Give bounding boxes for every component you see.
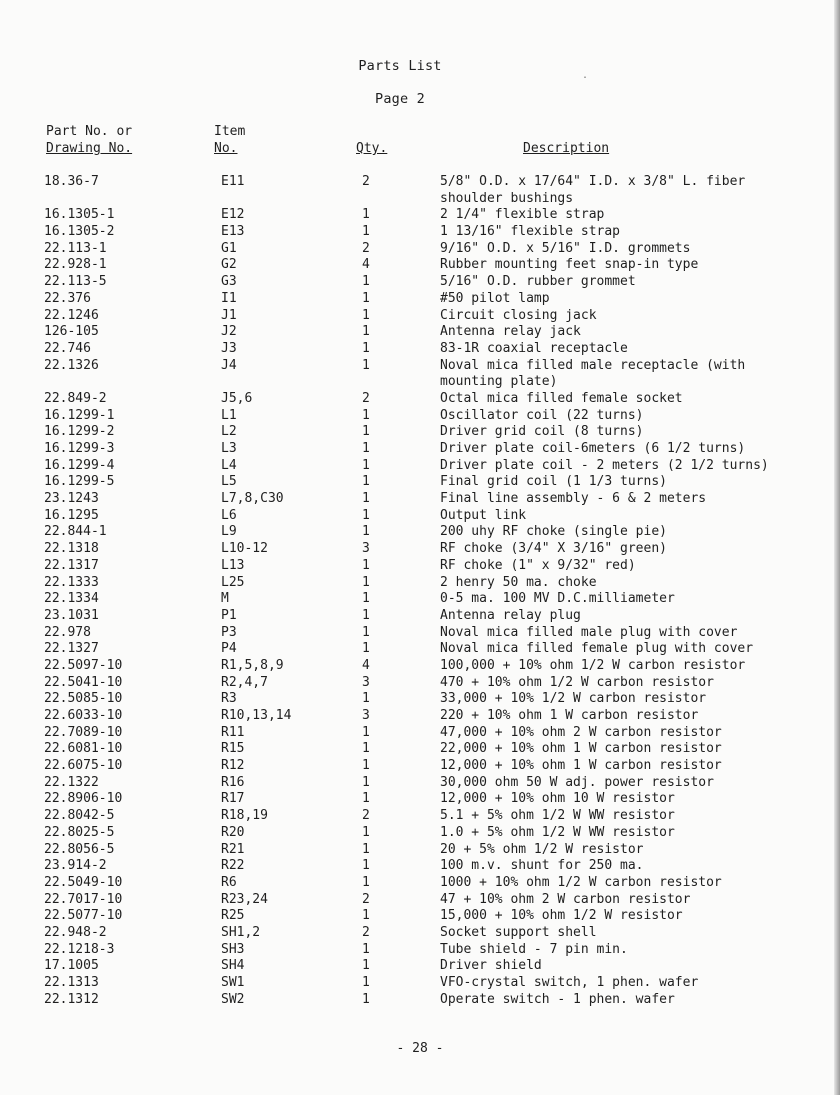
item-number-cell: J4 bbox=[221, 357, 237, 373]
table-row bbox=[0, 575, 840, 592]
table-row bbox=[0, 708, 840, 725]
item-number-cell: P1 bbox=[221, 607, 237, 623]
description-cell: Circuit closing jack bbox=[440, 307, 597, 323]
parts-table bbox=[0, 174, 840, 1008]
item-number-cell: SH1,2 bbox=[221, 924, 261, 940]
quantity-cell: 1 bbox=[362, 224, 370, 240]
part-number-cell: 22.1313 bbox=[44, 975, 99, 991]
item-number-cell: R15 bbox=[221, 741, 245, 757]
item-number-cell: L25 bbox=[221, 574, 245, 590]
description-cell: 5/8" O.D. x 17/64" I.D. x 3/8" L. fiber shoulder bushings bbox=[440, 174, 746, 206]
part-number-cell: 22.746 bbox=[44, 340, 91, 356]
quantity-cell: 2 bbox=[362, 891, 370, 907]
part-number-cell: 16.1299-2 bbox=[44, 424, 115, 440]
description-cell: 12,000 + 10% ohm 1 W carbon resistor bbox=[440, 758, 722, 774]
document-title: Parts List bbox=[358, 58, 442, 74]
part-number-cell: 22.5049-10 bbox=[44, 874, 123, 890]
quantity-cell: 1 bbox=[362, 724, 370, 740]
part-number-cell: 16.1295 bbox=[44, 507, 99, 523]
table-row bbox=[0, 942, 840, 959]
quantity-cell: 1 bbox=[362, 290, 370, 306]
item-number-cell: L4 bbox=[221, 457, 237, 473]
part-number-cell: 22.1218-3 bbox=[44, 941, 115, 957]
header-item-line1: Item bbox=[214, 124, 246, 139]
part-number-cell: 22.948-2 bbox=[44, 924, 107, 940]
part-number-cell: 126-105 bbox=[44, 324, 99, 340]
description-cell: 20 + 5% ohm 1/2 W resistor bbox=[440, 841, 644, 857]
item-number-cell: R23,24 bbox=[221, 891, 268, 907]
description-cell: Antenna relay jack bbox=[440, 324, 581, 340]
table-row bbox=[0, 358, 840, 391]
table-row bbox=[0, 257, 840, 274]
header-qty-label: Qty. bbox=[356, 141, 388, 156]
description-cell: 22,000 + 10% ohm 1 W carbon resistor bbox=[440, 741, 722, 757]
item-number-cell: L6 bbox=[221, 507, 237, 523]
part-number-cell: 22.1318 bbox=[44, 541, 99, 557]
item-number-cell: R12 bbox=[221, 758, 245, 774]
table-row bbox=[0, 625, 840, 642]
part-number-cell: 22.6081-10 bbox=[44, 741, 123, 757]
header-qty bbox=[356, 140, 387, 157]
item-number-cell: SW2 bbox=[221, 991, 245, 1007]
quantity-cell: 1 bbox=[362, 591, 370, 607]
quantity-cell: 1 bbox=[362, 774, 370, 790]
description-cell: Socket support shell bbox=[440, 924, 597, 940]
table-row bbox=[0, 207, 840, 224]
description-cell: 15,000 + 10% ohm 1/2 W resistor bbox=[440, 908, 683, 924]
part-number-cell: 22.1312 bbox=[44, 991, 99, 1007]
description-cell: Noval mica filled male receptacle (with mounting plate) bbox=[440, 357, 746, 390]
table-row bbox=[0, 992, 840, 1009]
table-row bbox=[0, 958, 840, 975]
quantity-cell: 1 bbox=[362, 457, 370, 473]
table-row bbox=[0, 291, 840, 308]
table-row bbox=[0, 892, 840, 909]
description-cell: Output link bbox=[440, 507, 527, 523]
table-row bbox=[0, 341, 840, 358]
part-number-cell: 16.1305-2 bbox=[44, 224, 115, 240]
quantity-cell: 1 bbox=[362, 474, 370, 490]
item-number-cell: R20 bbox=[221, 824, 245, 840]
table-row bbox=[0, 458, 840, 475]
quantity-cell: 1 bbox=[362, 858, 370, 874]
table-row bbox=[0, 725, 840, 742]
item-number-cell: R25 bbox=[221, 908, 245, 924]
description-cell: 30,000 ohm 50 W adj. power resistor bbox=[440, 774, 714, 790]
quantity-cell: 1 bbox=[362, 641, 370, 657]
table-row bbox=[0, 758, 840, 775]
item-number-cell: M bbox=[221, 591, 229, 607]
part-number-cell: 22.849-2 bbox=[44, 390, 107, 406]
quantity-cell: 2 bbox=[362, 924, 370, 940]
part-number-cell: 22.7089-10 bbox=[44, 724, 123, 740]
description-cell: Noval mica filled female plug with cover bbox=[440, 641, 754, 657]
item-number-cell: R6 bbox=[221, 874, 237, 890]
stray-mark: . bbox=[582, 70, 589, 81]
item-number-cell: R17 bbox=[221, 791, 245, 807]
item-number-cell: L5 bbox=[221, 474, 237, 490]
quantity-cell: 3 bbox=[362, 708, 370, 724]
quantity-cell: 1 bbox=[362, 574, 370, 590]
quantity-cell: 1 bbox=[362, 524, 370, 540]
item-number-cell: R3 bbox=[221, 691, 237, 707]
item-number-cell: L1 bbox=[221, 407, 237, 423]
part-number-cell: 22.1327 bbox=[44, 641, 99, 657]
scan-edge bbox=[834, 0, 840, 1095]
part-number-cell: 22.8025-5 bbox=[44, 824, 115, 840]
quantity-cell: 3 bbox=[362, 674, 370, 690]
quantity-cell: 4 bbox=[362, 257, 370, 273]
table-row bbox=[0, 508, 840, 525]
quantity-cell: 3 bbox=[362, 541, 370, 557]
description-cell: Final grid coil (1 1/3 turns) bbox=[440, 474, 667, 490]
item-number-cell: L2 bbox=[221, 424, 237, 440]
quantity-cell: 1 bbox=[362, 424, 370, 440]
part-number-cell: 22.8906-10 bbox=[44, 791, 123, 807]
description-cell: 470 + 10% ohm 1/2 W carbon resistor bbox=[440, 674, 714, 690]
part-number-cell: 16.1299-5 bbox=[44, 474, 115, 490]
quantity-cell: 1 bbox=[362, 407, 370, 423]
part-number-cell: 18.36-7 bbox=[44, 174, 99, 189]
part-number-cell: 23.914-2 bbox=[44, 858, 107, 874]
item-number-cell: R11 bbox=[221, 724, 245, 740]
description-cell: Driver grid coil (8 turns) bbox=[440, 424, 644, 440]
description-cell: 9/16" O.D. x 5/16" I.D. grommets bbox=[440, 240, 691, 256]
quantity-cell: 1 bbox=[362, 274, 370, 290]
table-row bbox=[0, 858, 840, 875]
table-row bbox=[0, 174, 840, 207]
description-cell: Rubber mounting feet snap-in type bbox=[440, 257, 699, 273]
part-number-cell: 22.1334 bbox=[44, 591, 99, 607]
part-number-cell: 22.1326 bbox=[44, 357, 99, 373]
item-number-cell: J5,6 bbox=[221, 390, 253, 406]
item-number-cell: J2 bbox=[221, 324, 237, 340]
table-row bbox=[0, 324, 840, 341]
quantity-cell: 1 bbox=[362, 340, 370, 356]
description-cell: 2 henry 50 ma. choke bbox=[440, 574, 597, 590]
item-number-cell: G1 bbox=[221, 240, 237, 256]
item-number-cell: L10-12 bbox=[221, 541, 268, 557]
item-number-cell: I1 bbox=[221, 290, 237, 306]
quantity-cell: 1 bbox=[362, 557, 370, 573]
part-number-cell: 22.1333 bbox=[44, 574, 99, 590]
quantity-cell: 4 bbox=[362, 657, 370, 673]
part-number-cell: 22.8042-5 bbox=[44, 808, 115, 824]
table-row bbox=[0, 491, 840, 508]
description-cell: Driver plate coil - 2 meters (2 1/2 turns) bbox=[440, 457, 769, 473]
table-row bbox=[0, 558, 840, 575]
quantity-cell: 2 bbox=[362, 240, 370, 256]
quantity-cell: 1 bbox=[362, 824, 370, 840]
description-cell: 47 + 10% ohm 2 W carbon resistor bbox=[440, 891, 691, 907]
description-cell: 1 13/16" flexible strap bbox=[440, 224, 621, 240]
description-cell: 83-1R coaxial receptacle bbox=[440, 340, 628, 356]
description-cell: RF choke (1" x 9/32" red) bbox=[440, 557, 636, 573]
table-row bbox=[0, 224, 840, 241]
description-cell: Operate switch - 1 phen. wafer bbox=[440, 991, 675, 1007]
quantity-cell: 1 bbox=[362, 441, 370, 457]
description-cell: Tube shield - 7 pin min. bbox=[440, 941, 628, 957]
page-label: Page 2 bbox=[375, 91, 425, 107]
item-number-cell: J1 bbox=[221, 307, 237, 323]
quantity-cell: 2 bbox=[362, 808, 370, 824]
part-number-cell: 22.5085-10 bbox=[44, 691, 123, 707]
table-row bbox=[0, 925, 840, 942]
table-row bbox=[0, 641, 840, 658]
quantity-cell: 1 bbox=[362, 507, 370, 523]
page-number: - 28 - bbox=[396, 1041, 444, 1056]
table-row bbox=[0, 791, 840, 808]
description-cell: 220 + 10% ohm 1 W carbon resistor bbox=[440, 708, 699, 724]
table-row bbox=[0, 541, 840, 558]
header-description bbox=[523, 140, 609, 157]
table-row bbox=[0, 608, 840, 625]
description-cell: 33,000 + 10% 1/2 W carbon resistor bbox=[440, 691, 707, 707]
part-number-cell: 22.844-1 bbox=[44, 524, 107, 540]
part-number-cell: 16.1305-1 bbox=[44, 207, 115, 223]
part-number-cell: 22.5077-10 bbox=[44, 908, 123, 924]
table-row bbox=[0, 591, 840, 608]
quantity-cell: 1 bbox=[362, 975, 370, 991]
table-row bbox=[0, 691, 840, 708]
quantity-cell: 1 bbox=[362, 908, 370, 924]
quantity-cell: 2 bbox=[362, 390, 370, 406]
part-number-cell: 22.6033-10 bbox=[44, 708, 123, 724]
description-cell: 1.0 + 5% ohm 1/2 W WW resistor bbox=[440, 824, 675, 840]
description-cell: 5.1 + 5% ohm 1/2 W WW resistor bbox=[440, 808, 675, 824]
part-number-cell: 23.1031 bbox=[44, 607, 99, 623]
description-cell: Driver plate coil-6meters (6 1/2 turns) bbox=[440, 441, 746, 457]
part-number-cell: 22.5097-10 bbox=[44, 657, 123, 673]
description-cell: 100 m.v. shunt for 250 ma. bbox=[440, 858, 644, 874]
part-number-cell: 16.1299-4 bbox=[44, 457, 115, 473]
description-cell: 200 uhy RF choke (single pie) bbox=[440, 524, 667, 540]
description-cell: Final line assembly - 6 & 2 meters bbox=[440, 491, 707, 507]
quantity-cell: 1 bbox=[362, 307, 370, 323]
description-cell: RF choke (3/4" X 3/16" green) bbox=[440, 541, 667, 557]
quantity-cell: 1 bbox=[362, 874, 370, 890]
part-number-cell: 16.1299-1 bbox=[44, 407, 115, 423]
part-number-cell: 22.928-1 bbox=[44, 257, 107, 273]
item-number-cell: R18,19 bbox=[221, 808, 268, 824]
item-number-cell: G2 bbox=[221, 257, 237, 273]
description-cell: Octal mica filled female socket bbox=[440, 390, 683, 406]
description-cell: #50 pilot lamp bbox=[440, 290, 550, 306]
quantity-cell: 1 bbox=[362, 991, 370, 1007]
quantity-cell: 1 bbox=[362, 607, 370, 623]
item-number-cell: R10,13,14 bbox=[221, 708, 292, 724]
quantity-cell: 1 bbox=[362, 741, 370, 757]
quantity-cell: 1 bbox=[362, 207, 370, 223]
header-part-line1: Part No. or bbox=[46, 124, 133, 139]
item-number-cell: R22 bbox=[221, 858, 245, 874]
item-number-cell: R21 bbox=[221, 841, 245, 857]
quantity-cell: 1 bbox=[362, 958, 370, 974]
item-number-cell: P4 bbox=[221, 641, 237, 657]
table-row bbox=[0, 908, 840, 925]
quantity-cell: 1 bbox=[362, 841, 370, 857]
part-number-cell: 17.1005 bbox=[44, 958, 99, 974]
table-row bbox=[0, 274, 840, 291]
description-cell: Noval mica filled male plug with cover bbox=[440, 624, 738, 640]
quantity-cell: 1 bbox=[362, 357, 370, 373]
description-cell: Driver shield bbox=[440, 958, 542, 974]
table-row bbox=[0, 842, 840, 859]
description-cell: VFO-crystal switch, 1 phen. wafer bbox=[440, 975, 699, 991]
quantity-cell: 1 bbox=[362, 791, 370, 807]
item-number-cell: L13 bbox=[221, 557, 245, 573]
item-number-cell: L3 bbox=[221, 441, 237, 457]
description-cell: 1000 + 10% ohm 1/2 W carbon resistor bbox=[440, 874, 722, 890]
description-cell: 0-5 ma. 100 MV D.C.milliameter bbox=[440, 591, 675, 607]
description-cell: 100,000 + 10% ohm 1/2 W carbon resistor bbox=[440, 657, 746, 673]
item-number-cell: G3 bbox=[221, 274, 237, 290]
part-number-cell: 22.113-5 bbox=[44, 274, 107, 290]
description-cell: 5/16" O.D. rubber grommet bbox=[440, 274, 636, 290]
quantity-cell: 1 bbox=[362, 941, 370, 957]
item-number-cell: E11 bbox=[221, 174, 245, 189]
item-number-cell: SH4 bbox=[221, 958, 245, 974]
table-row bbox=[0, 424, 840, 441]
item-number-cell: R2,4,7 bbox=[221, 674, 268, 690]
header-description-label: Description bbox=[523, 141, 610, 156]
table-row bbox=[0, 975, 840, 992]
quantity-cell: 1 bbox=[362, 324, 370, 340]
part-number-cell: 16.1299-3 bbox=[44, 441, 115, 457]
header-item-line2: No. bbox=[214, 141, 238, 156]
header-part-number bbox=[46, 123, 132, 157]
description-cell: Oscillator coil (22 turns) bbox=[440, 407, 644, 423]
part-number-cell: 22.1246 bbox=[44, 307, 99, 323]
item-number-cell: E13 bbox=[221, 224, 245, 240]
quantity-cell: 1 bbox=[362, 691, 370, 707]
header-part-line2: Drawing No. bbox=[46, 141, 133, 156]
description-cell: 12,000 + 10% ohm 10 W resistor bbox=[440, 791, 675, 807]
item-number-cell: R1,5,8,9 bbox=[221, 657, 284, 673]
table-row bbox=[0, 808, 840, 825]
item-number-cell: L9 bbox=[221, 524, 237, 540]
quantity-cell: 1 bbox=[362, 758, 370, 774]
table-row bbox=[0, 675, 840, 692]
table-row bbox=[0, 741, 840, 758]
table-row bbox=[0, 391, 840, 408]
table-row bbox=[0, 775, 840, 792]
quantity-cell: 2 bbox=[362, 174, 370, 189]
part-number-cell: 22.1322 bbox=[44, 774, 99, 790]
item-number-cell: R16 bbox=[221, 774, 245, 790]
table-row bbox=[0, 658, 840, 675]
item-number-cell: SW1 bbox=[221, 975, 245, 991]
table-row bbox=[0, 408, 840, 425]
quantity-cell: 1 bbox=[362, 624, 370, 640]
item-number-cell: SH3 bbox=[221, 941, 245, 957]
part-number-cell: 23.1243 bbox=[44, 491, 99, 507]
quantity-cell: 1 bbox=[362, 491, 370, 507]
description-cell: Antenna relay plug bbox=[440, 607, 581, 623]
part-number-cell: 22.113-1 bbox=[44, 240, 107, 256]
header-item-number bbox=[214, 123, 245, 157]
description-cell: 2 1/4" flexible strap bbox=[440, 207, 605, 223]
part-number-cell: 22.1317 bbox=[44, 557, 99, 573]
table-row bbox=[0, 875, 840, 892]
part-number-cell: 22.8056-5 bbox=[44, 841, 115, 857]
part-number-cell: 22.376 bbox=[44, 290, 91, 306]
part-number-cell: 22.5041-10 bbox=[44, 674, 123, 690]
item-number-cell: P3 bbox=[221, 624, 237, 640]
item-number-cell: J3 bbox=[221, 340, 237, 356]
table-row bbox=[0, 241, 840, 258]
table-row bbox=[0, 825, 840, 842]
table-row bbox=[0, 524, 840, 541]
table-row bbox=[0, 441, 840, 458]
part-number-cell: 22.7017-10 bbox=[44, 891, 123, 907]
part-number-cell: 22.6075-10 bbox=[44, 758, 123, 774]
part-number-cell: 22.978 bbox=[44, 624, 91, 640]
table-row bbox=[0, 474, 840, 491]
item-number-cell: L7,8,C30 bbox=[221, 491, 284, 507]
item-number-cell: E12 bbox=[221, 207, 245, 223]
description-cell: 47,000 + 10% ohm 2 W carbon resistor bbox=[440, 724, 722, 740]
table-row bbox=[0, 308, 840, 325]
